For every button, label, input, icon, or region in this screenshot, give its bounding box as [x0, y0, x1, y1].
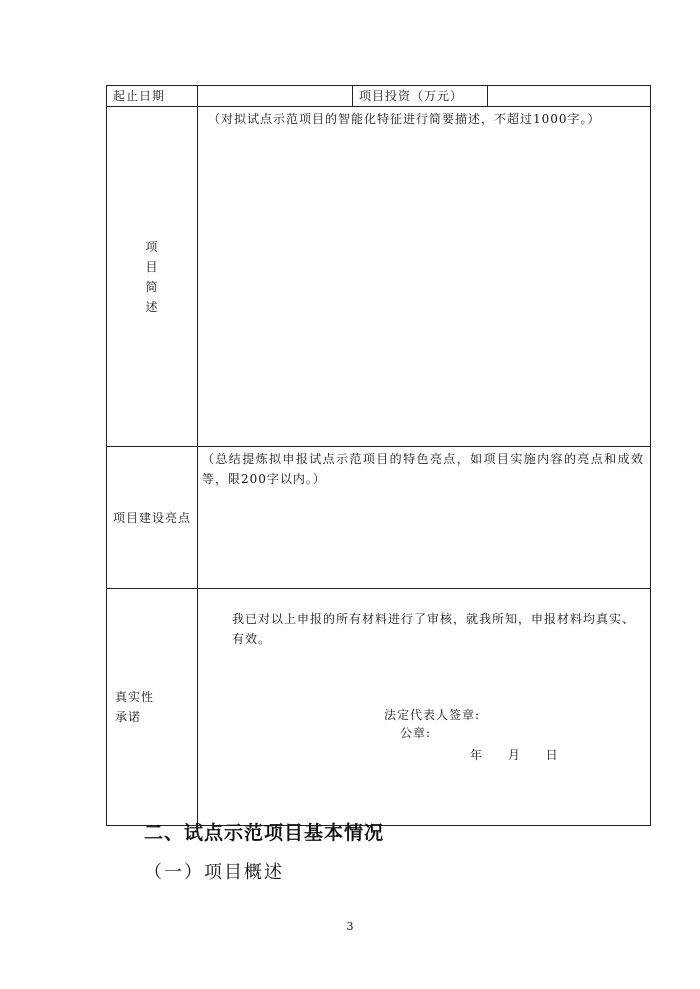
- summary-label: [107, 107, 198, 447]
- highlights-row: [107, 447, 651, 589]
- date-investment-row: [107, 86, 651, 107]
- start-date-field[interactable]: [198, 86, 353, 107]
- commitment-label-line2: 承诺: [115, 710, 142, 724]
- commitment-row: [107, 589, 651, 826]
- signature-block: [198, 705, 650, 825]
- commitment-field: [198, 589, 651, 826]
- summary-label-char: 目: [145, 259, 159, 274]
- section-heading: 二、试点示范项目基本情况: [144, 822, 385, 844]
- page-number: 3: [346, 920, 354, 933]
- official-seal: 公章:: [400, 726, 432, 740]
- summary-label-char: 述: [145, 299, 159, 314]
- commitment-label: [107, 589, 198, 826]
- summary-label-char: 项: [145, 239, 159, 254]
- summary-row: [107, 107, 651, 447]
- summary-label-char: 简: [145, 279, 159, 294]
- investment-label: 项目投资（万元）: [353, 86, 488, 107]
- commitment-label-line1: 真实性: [115, 690, 155, 704]
- start-date-label: 起止日期: [107, 86, 198, 107]
- commitment-text: 我已对以上申报的所有材料进行了审核，就我所知，申报材料均真实、有效。: [232, 612, 636, 646]
- signature-date: 年 月 日: [470, 748, 559, 762]
- highlights-hint: （总结提炼拟申报试点示范项目的特色亮点，如项目实施内容的亮点和成效等，限200字以内。）: [202, 452, 644, 486]
- summary-label-vertical: [145, 237, 159, 317]
- highlights-label: 项目建设亮点: [107, 447, 198, 589]
- legal-rep-signature: 法定代表人签章:: [384, 708, 481, 722]
- investment-field[interactable]: [488, 86, 651, 107]
- summary-hint: （对拟试点示范项目的智能化特征进行简要描述，不超过1000字。）: [208, 112, 601, 126]
- highlights-field[interactable]: [198, 447, 651, 589]
- summary-field[interactable]: [198, 107, 651, 447]
- sub-heading: （一）项目概述: [144, 862, 284, 883]
- application-form-table: [106, 85, 651, 826]
